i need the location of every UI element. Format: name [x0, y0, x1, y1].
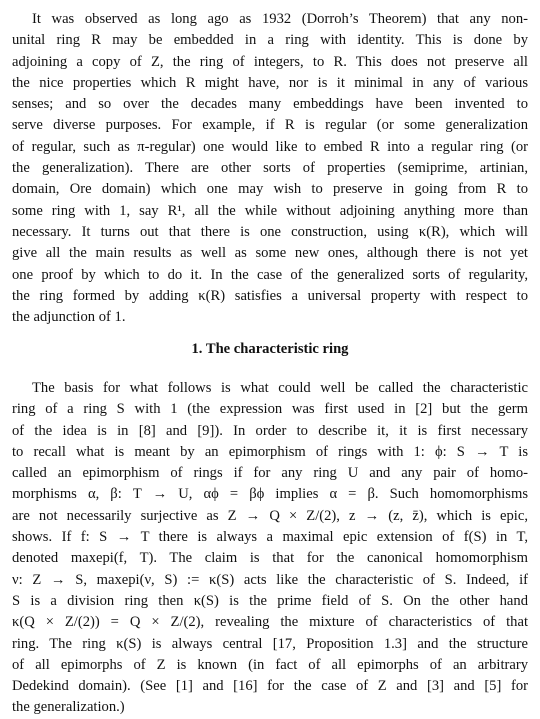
text-line: shows. If f: S → T there is always a maximal epic extension of f(S) in T,: [12, 529, 528, 546]
text-line: some ring with 1, say R¹, all the while without adjoining anything more than: [12, 202, 528, 219]
intro-paragraph: [12, 9, 528, 328]
text-line: unital ring R may be embedded in a ring with identity. This is done by: [12, 32, 528, 49]
text-line: the generalization). There are other sorts of properties (semiprime, artinian,: [12, 160, 528, 177]
text-line: are not necessarily surjective as Z → Q × Z/(2), z → (z, z̄), which is epic,: [12, 507, 528, 524]
text-line: one proof by which to do it. In the case of the generalized sorts of regularity,: [12, 266, 528, 283]
text-line: S is a division ring then κ(S) is the prime field of S. On the other hand: [12, 592, 528, 609]
text-line: κ(Q × Z/(2)) = Q × Z/(2), revealing the mixture of characteristics of that: [12, 614, 528, 631]
text-line: of all epimorphs of Z is known (in fact of all epimorphs of an arbitrary: [12, 656, 528, 673]
text-line: the ring formed by adding κ(R) satisfies a universal property with respect to: [12, 287, 528, 304]
text-line: necessary. It turns out that there is one construction, using κ(R), which will: [12, 223, 528, 240]
text-line: ring of a ring S with 1 (the expression was first used in [2] but the germ: [12, 401, 528, 418]
text-line: domain, Ore domain) which one may wish to preserve in going from R to: [12, 181, 528, 198]
text-line: to recall what is meant by an epimorphism of rings with 1: ϕ: S → T is: [12, 443, 528, 460]
text-line: called an epimorphism of rings if for any ring U and any pair of homo-: [12, 465, 528, 482]
section-paragraph: [12, 378, 528, 719]
text-line: It was observed as long ago as 1932 (Dorroh’s Theorem) that any non-: [32, 11, 528, 27]
text-line: serve diverse purposes. For example, if R is regular (or some generalization: [12, 117, 528, 134]
section-heading: 1. The characteristic ring: [191, 341, 349, 357]
text-line: denoted maxepi(f, T). The claim is that for the canonical homomorphism: [12, 550, 528, 567]
text-line: the generalization.): [12, 699, 125, 716]
text-line: morphisms α, β: T → U, αϕ = βϕ implies α = β. Such homomorphisms: [12, 486, 528, 503]
text-line: ring. The ring κ(S) is always central [17, Proposition 1.3] and the structure: [12, 635, 528, 652]
text-line: ν: Z → S, maxepi(ν, S) := κ(S) acts like the characteristic of S. Indeed, if: [12, 571, 528, 588]
text-line: Dedekind domain). (See [1] and [16] for the case of Z and [3] and [5] for: [12, 678, 528, 695]
text-line: The basis for what follows is what could well be called the characteristic: [32, 380, 528, 396]
text-line: give all the main results as well as some new ones, although there is not yet: [12, 245, 528, 262]
text-line: of regular, such as π-regular) one would like to embed R into a regular ring (or: [12, 138, 528, 155]
text-line: of the idea is in [8] and [9]). In order to describe it, it is first necessary: [12, 422, 528, 439]
text-line: the nice properties which R might have, nor is it minimal in any of various: [12, 74, 528, 91]
text-line: senses; and so over the decades many embeddings have been invented to: [12, 96, 528, 113]
text-line: adjoining a copy of Z, the ring of integers, to R. This does not preserve all: [12, 53, 528, 70]
text-line: the adjunction of 1.: [12, 309, 126, 326]
